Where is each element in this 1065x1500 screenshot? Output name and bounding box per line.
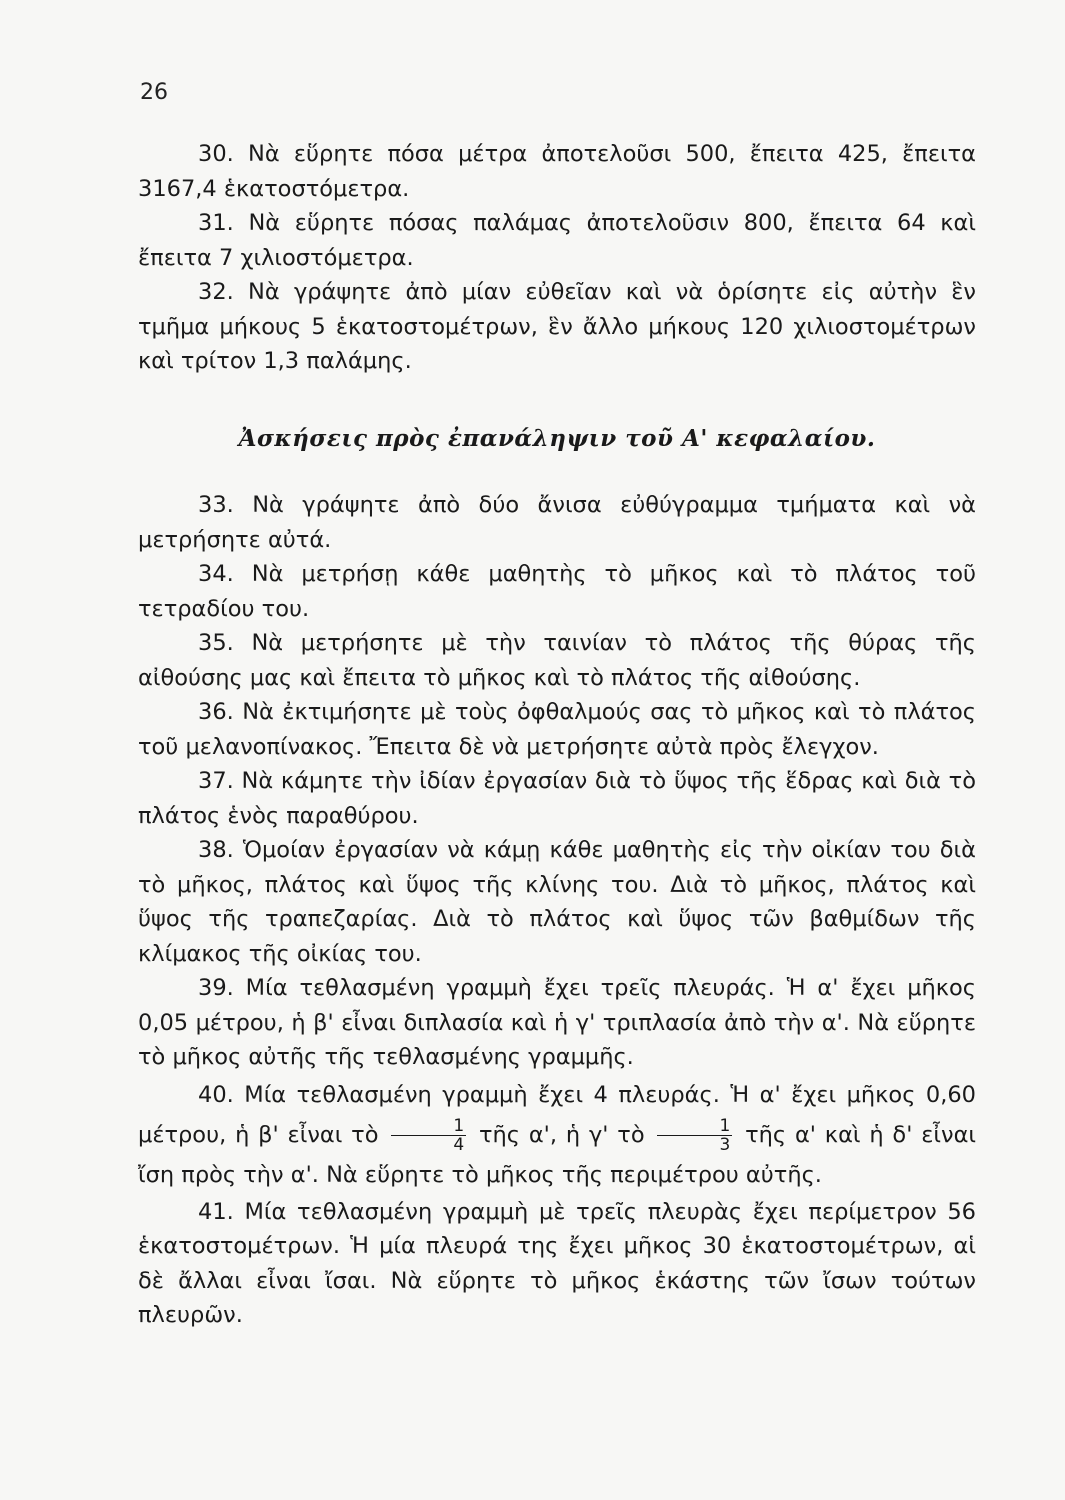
exercise-40-text-2: τῆς α', ἡ γ' τὸ bbox=[479, 1121, 645, 1148]
fraction-1-denominator: 4 bbox=[453, 1134, 465, 1155]
exercise-41: 41. Μία τεθλασμένη γραμμὴ μὲ τρεῖς πλευρὰς ἔχει περίμετρον 56 ἑκατοστομέτρων. Ἡ μία πλευρά της ἔχει μῆκος 30 ἑκατοστομέτρων, αἱ δὲ ἄλλαι εἶναι ἴσαι. Νὰ εὕρητε τὸ μῆκος ἑκάστης τῶν ἴσων τούτων πλευρῶν. bbox=[138, 1198, 976, 1328]
exercise-30: 30. Νὰ εὕρητε πόσα μέτρα ἀποτελοῦσι 500, ἔπειτα 425, ἔπειτα 3167,4 ἑκατοστόμετρα. bbox=[138, 141, 976, 202]
exercise-32: 32. Νὰ γράψητε ἀπὸ μίαν εὐθεῖαν καὶ νὰ ὁρίσητε εἰς αὐτὴν ἓν τμῆμα μήκους 5 ἑκατοστομέτρων, ἓν ἄλλο μήκους 120 χιλιοστομέτρων καὶ τρίτον 1,3 παλάμης. bbox=[138, 279, 976, 374]
fraction-one-quarter bbox=[391, 1117, 466, 1154]
exercise-40 bbox=[138, 1075, 976, 1195]
exercise-38: 38. Ὁμοίαν ἐργασίαν νὰ κάμῃ κάθε μαθητὴς εἰς τὴν οἰκίαν του διὰ τὸ μῆκος, πλάτος καὶ ὕψος τῆς κλίνης του. Διὰ τὸ μῆκος, πλάτος καὶ ὕψος τῆς τραπεζαρίας. Διὰ τὸ πλάτος καὶ ὕψος τῶν βαθμίδων τῆς κλίμακος τῆς οἰκίας του. bbox=[138, 837, 976, 967]
exercise-37: 37. Νὰ κάμητε τὴν ἰδίαν ἐργασίαν διὰ τὸ ὕψος τῆς ἕδρας καὶ διὰ τὸ πλάτος ἑνὸς παραθύρου. bbox=[138, 768, 976, 829]
exercise-31: 31. Νὰ εὕρητε πόσας παλάμας ἀποτελοῦσιν 800, ἔπειτα 64 καὶ ἔπειτα 7 χιλιοστόμετρα. bbox=[138, 210, 976, 271]
exercise-33: 33. Νὰ γράψητε ἀπὸ δύο ἄνισα εὐθύγραμμα τμήματα καὶ νὰ μετρήσητε αὐτά. bbox=[138, 492, 976, 553]
fraction-2-numerator: 1 bbox=[657, 1117, 732, 1136]
fraction-1-numerator: 1 bbox=[391, 1117, 466, 1136]
exercise-block-1 bbox=[138, 137, 976, 379]
exercise-36: 36. Νὰ ἐκτιμήσητε μὲ τοὺς ὀφθαλμούς σας τὸ μῆκος καὶ τὸ πλάτος τοῦ μελανοπίνακος. Ἔπειτα δὲ νὰ μετρήσητε αὐτὰ πρὸς ἔλεγχον. bbox=[138, 699, 976, 760]
exercise-40-text-3: τῆς α' καὶ ἡ δ' εἶναι ἴση πρὸς τὴν α'. Νὰ εὕρητε τὸ μῆκος τῆς περιμέτρου αὐτῆς. bbox=[138, 1121, 977, 1188]
exercise-40-text-1: 40. Μία τεθλασμένη γραμμὴ ἔχει 4 πλευράς. Ἡ α' ἔχει μῆκος 0,60 μέτρου, ἡ β' εἶναι τὸ bbox=[138, 1081, 976, 1148]
exercise-39: 39. Μία τεθλασμένη γραμμὴ ἔχει τρεῖς πλευράς. Ἡ α' ἔχει μῆκος 0,05 μέτρου, ἡ β' εἶναι διπλασία καὶ ἡ γ' τριπλασία ἀπὸ τὴν α'. Νὰ εὕρητε τὸ μῆκος αὐτῆς τῆς τεθλασμένης γραμμῆς. bbox=[138, 975, 976, 1070]
section-heading: Ἀσκήσεις πρὸς ἐπανάληψιν τοῦ Α' κεφαλαίου. bbox=[238, 425, 876, 452]
fraction-2-denominator: 3 bbox=[719, 1134, 731, 1155]
exercise-34: 34. Νὰ μετρήσῃ κάθε μαθητὴς τὸ μῆκος καὶ τὸ πλάτος τοῦ τετραδίου του. bbox=[138, 561, 976, 622]
page-number: 26 bbox=[140, 80, 168, 105]
exercise-block-2 bbox=[138, 488, 976, 1333]
fraction-one-third bbox=[657, 1117, 732, 1154]
exercise-35: 35. Νὰ μετρήσητε μὲ τὴν ταινίαν τὸ πλάτος τῆς θύρας τῆς αἰθούσης μας καὶ ἔπειτα τὸ μῆκος καὶ τὸ πλάτος τῆς αἰθούσης. bbox=[138, 630, 976, 691]
